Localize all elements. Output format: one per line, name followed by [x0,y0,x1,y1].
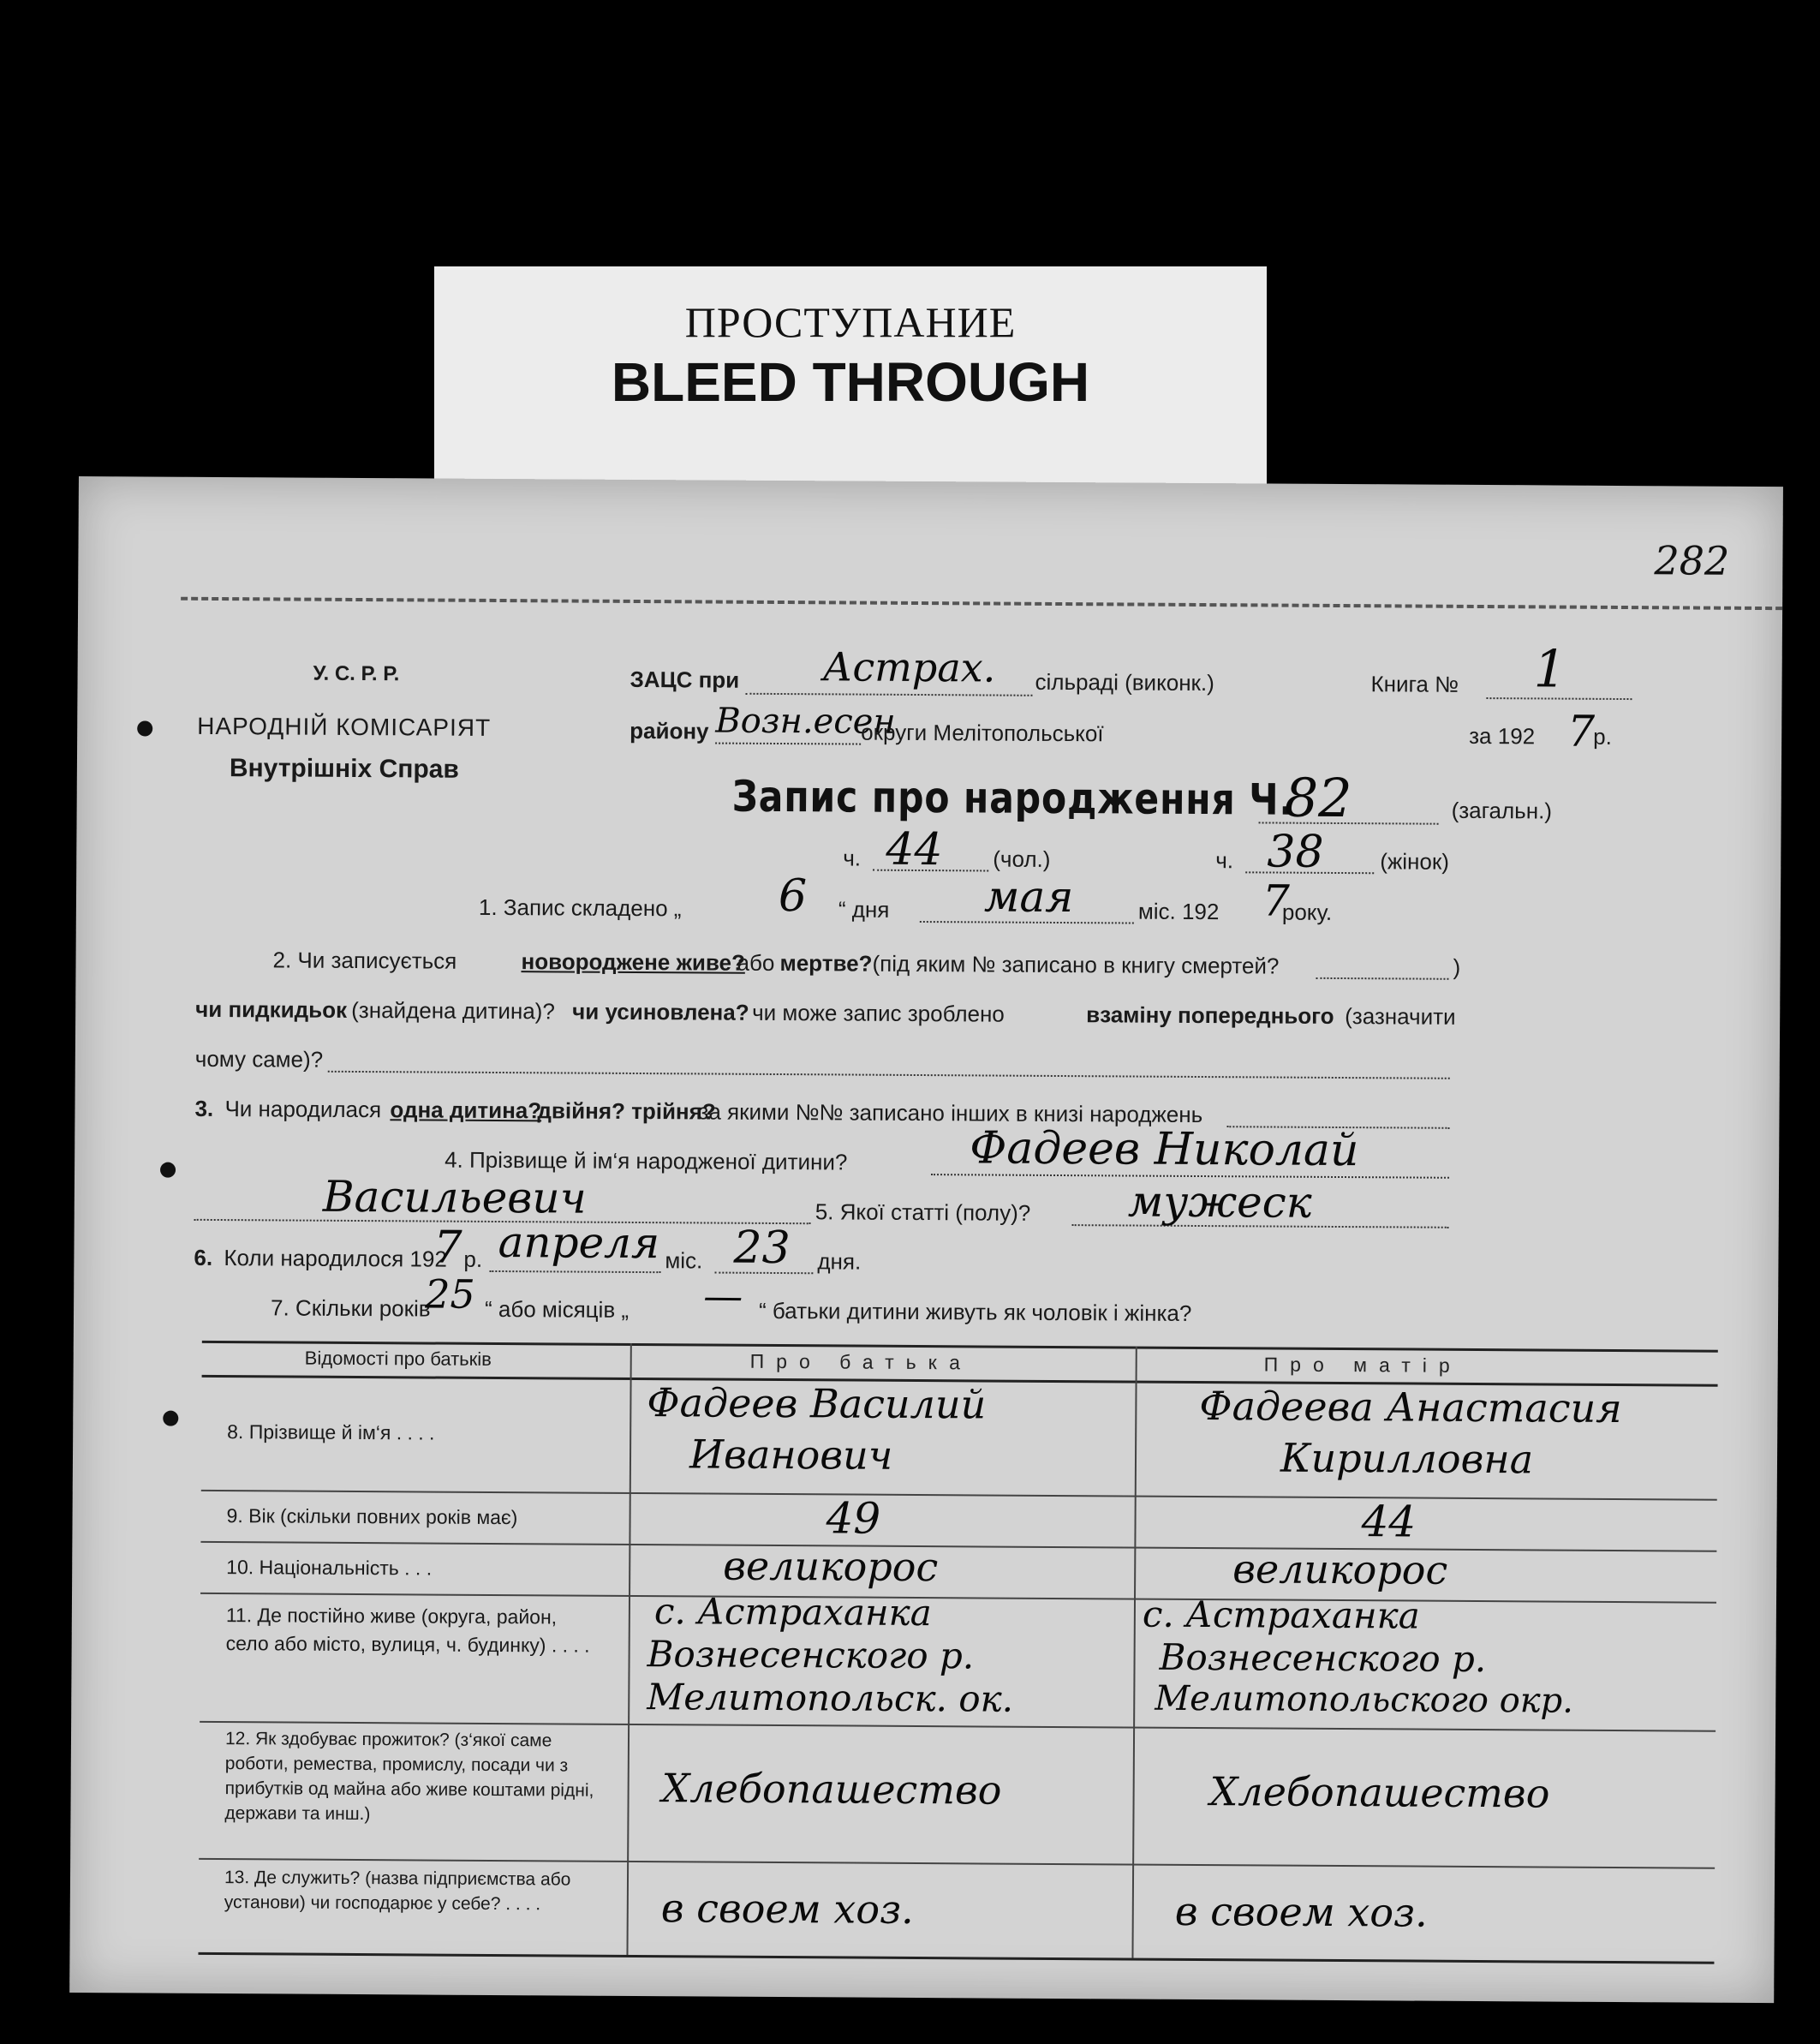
q1-mid: “ дня [838,896,890,923]
year-suffix: р. [1593,723,1612,750]
female-label: (жінок) [1380,848,1450,875]
male-ch: ч. [843,845,862,871]
row-10-label: 10. Національність . . . [226,1556,433,1580]
q1-pre: 1. Запис складено „ [478,894,682,922]
q2-line2-t1: (знайдена дитина)? [351,996,555,1025]
q1-suffix: року. [1281,899,1333,925]
punch-hole [160,1162,176,1178]
ussr-header: У. С. Р. Р. [313,661,400,686]
page-number: 282 [1654,537,1730,584]
row-12-label: 12. Як здобуває прожиток? (з‘якої саме роботи, ремества, промислу, посади чи з прибутків од майна або живе коштами рідні, держави та инш.) [224,1729,594,1825]
row-8-father-2: Иванович [689,1431,893,1479]
row-11-father-3: Мелитопольск. ок. [647,1676,1014,1720]
row-10-father: великорос [723,1542,939,1591]
male-number: 44 [886,823,943,876]
okrug-label: округи Мелітопольської [861,719,1104,747]
q2-line1-mid: або [737,949,775,976]
q2-line2-b3: взаміну попереднього [1086,1001,1334,1029]
zags-label: ЗАЦС при [630,666,740,693]
q7-t1: 7. Скільки років [270,1294,431,1322]
row-11-mother-3: Мелитопольского окр. [1155,1678,1574,1721]
row-13-mother: в своем хоз. [1174,1887,1428,1936]
q6-t1: Коли народилося 192 [224,1245,447,1272]
q6-num: 6. [194,1244,213,1270]
table-head-father: Про батька [749,1349,973,1374]
row-8-label: 8. Прізвище й ім‘я . . . . [227,1420,435,1444]
q2-line1-bold: новороджене живе? [521,948,746,976]
row-11-father-1: с. Астраханка [653,1590,932,1635]
q3-b1: одна дитина? [390,1097,542,1124]
row-10-mother: великорос [1232,1545,1448,1593]
q7-years: 25 [425,1270,475,1318]
q6-year: 7 [433,1222,462,1274]
total-number: 82 [1284,766,1352,830]
row-8-mother-1: Фадеева Анастасия [1199,1383,1622,1432]
year-value: 7 [1567,706,1596,756]
book-label: Книга № [1370,671,1459,697]
q2-line1-pre: 2. Чи записується [272,947,457,974]
table-head-mother: Про матір [1263,1353,1462,1377]
q4-value-1: Фадеев Николай [970,1122,1359,1177]
row-9-label: 9. Вік (скільки повних років має) [226,1504,518,1529]
row-8-mother-2: Кирилловна [1280,1434,1534,1483]
row-11-mother-1: с. Астраханка [1142,1593,1420,1637]
male-label: (чол.) [993,846,1051,872]
row-9-mother: 44 [1361,1497,1417,1547]
q4-label: 4. Прізвище й ім‘я народженої дитини? [445,1146,848,1175]
zags-value: Астрах. [822,643,996,691]
row-12-mother: Хлебопашество [1209,1768,1550,1817]
q2-line2-b2: чи усиновлена? [572,998,749,1025]
female-number: 38 [1267,826,1324,878]
q6-month: апреля [498,1217,660,1269]
q3-num: 3. [194,1095,214,1121]
label-english: BLEED THROUGH [611,351,1090,413]
row-12-father: Хлебопашество [661,1765,1002,1814]
q6-dnya: дня. [817,1248,862,1275]
row-13-father: в своем хоз. [660,1885,914,1933]
q6-mis: міс. [665,1247,703,1274]
q3-t1: Чи народилася [224,1096,382,1123]
row-11-father-2: Вознесенского р. [647,1633,975,1677]
q4-value-2: Васильевич [322,1171,587,1223]
q1-day: 6 [778,870,808,923]
q2-line2-t2: чи може запис зроблено [752,999,1005,1027]
commissariat-line-1: НАРОДНІЙ КОМІСАРІЯТ [197,712,492,741]
q2-line2-t3: (зазначити [1345,1003,1456,1030]
row-8-father-1: Фадеев Василий [647,1379,987,1428]
raion-value: Возн.есен [715,701,896,742]
q7-t2: “ або місяців „ [484,1295,630,1323]
q1-mis: міс. 192 [1137,898,1220,925]
q3-b2: двійня? трійня? [537,1097,716,1125]
q2-line1-end: ) [1453,953,1461,980]
label-russian: ПРОСТУПАНИЕ [684,298,1017,346]
punch-hole [137,720,152,736]
q2-line1-bold2: мертве? [779,950,873,977]
row-11-mother-2: Вознесенского р. [1159,1635,1487,1681]
selradi-label: сільраді (виконк.) [1035,668,1214,696]
q2-line3: чому саме)? [194,1045,324,1073]
bleed-through-label-card [434,266,1267,491]
raion-label: району [630,717,709,744]
row-13-label: 13. Де служить? (назва підприємства або установи) чи господарює у себе? . . . . [224,1868,571,1915]
commissariat-line-2: Внутрішніх Справ [229,754,459,784]
q1-year: 7 [1262,876,1290,926]
row-9-father: 49 [826,1493,881,1544]
q2-line2-b1: чи пидкидьок [195,995,348,1023]
q7-months: — [703,1272,743,1319]
table-head-info: Відомості про батьків [304,1347,492,1370]
q3-t2: за якими №№ записано інших в книзі народжень [698,1098,1203,1128]
birth-record-form [69,476,1783,2003]
q6-day: 23 [733,1222,791,1275]
q2-line1-rest: (під яким № записано в книгу смертей? [872,950,1280,979]
punch-hole [163,1411,178,1426]
q1-month: мая [983,871,1074,923]
q5-label: 5. Якої статті (полу)? [815,1198,1031,1226]
q5-value: мужеск [1127,1176,1312,1228]
book-value: 1 [1533,639,1567,700]
q6-r: р. [463,1246,483,1272]
row-11-label: 11. Де постійно живе (округа, район, село або місто, вулиця, ч. будинку) . . . . [225,1604,590,1657]
total-label: (загальн.) [1451,797,1553,824]
female-ch: ч. [1215,847,1234,874]
record-title: Запис про народження Ч. [731,771,1294,825]
q7-t3: “ батьки дитини живуть як чоловік і жінка? [758,1297,1192,1326]
year-label: за 192 [1469,722,1536,750]
perforation-line [181,597,1782,610]
